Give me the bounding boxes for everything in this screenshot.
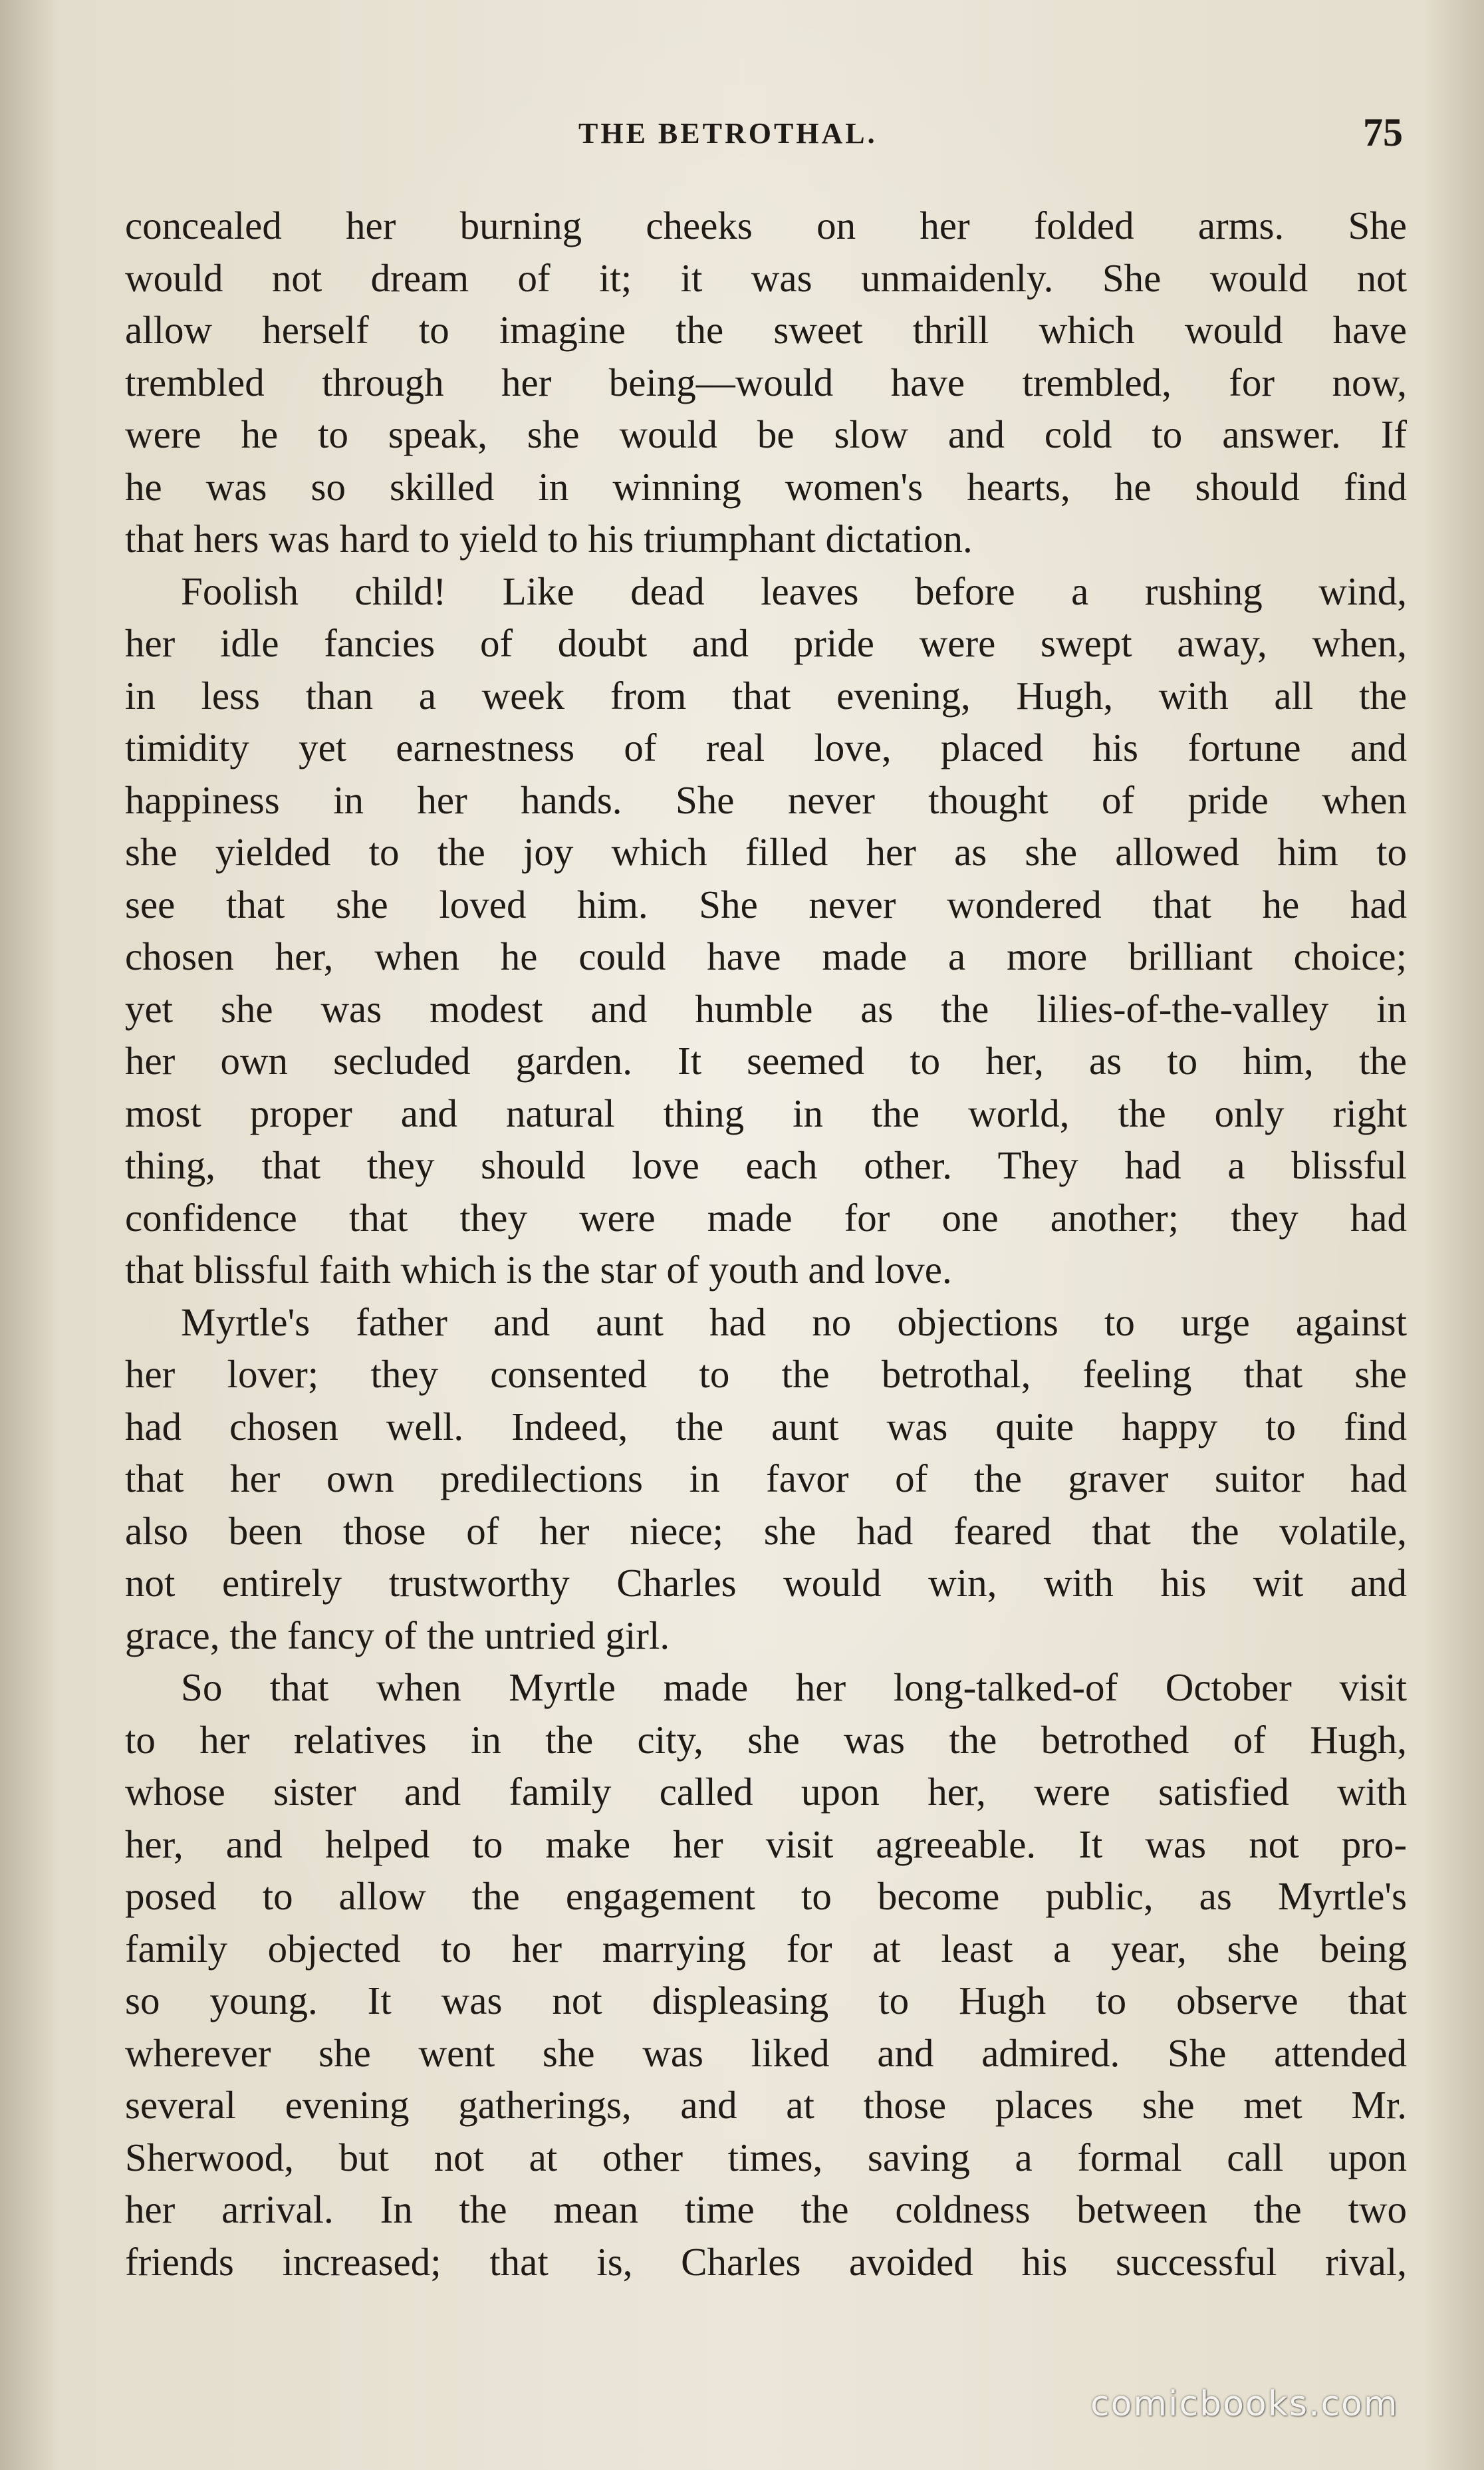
text-line: her own secluded garden. It seemed to her, as to him, the xyxy=(125,1039,1407,1083)
text-line: were he to speak, she would be slow and cold to answer. If xyxy=(125,412,1407,456)
text-line: happiness in her hands. She never thought of pride when xyxy=(125,777,1407,822)
text-line: so young. It was not displeasing to Hugh to observe that xyxy=(125,1979,1407,2022)
text-line: family objected to her marrying for at least a year, she being xyxy=(125,1926,1407,1971)
text-line: to her relatives in the city, she was the betrothed of Hugh, xyxy=(125,1717,1407,1762)
text-line: chosen her, when he could have made a more brilliant choice; xyxy=(125,934,1407,978)
text-line: timidity yet earnestness of real love, placed his fortune and xyxy=(125,726,1407,769)
text-line: that her own predilections in favor of the graver suitor had xyxy=(125,1456,1407,1500)
text-line: wherever she went she was liked and admired. She attended xyxy=(125,2030,1407,2075)
text-line: Foolish child! Like dead leaves before a rushing wind, xyxy=(181,569,1407,613)
text-line: So that when Myrtle made her long-talked-of October visit xyxy=(181,1665,1407,1709)
text-line: thing, that they should love each other. They had a blissful xyxy=(125,1143,1407,1187)
text-line: that hers was hard to yield to his triumphant dictation. xyxy=(125,517,973,561)
text-line: her, and helped to make her visit agreeable. It was not pro- xyxy=(125,1822,1407,1866)
text-line: grace, the fancy of the untried girl. xyxy=(125,1613,670,1657)
text-line: not entirely trustworthy Charles would win, with his wit and xyxy=(125,1561,1407,1605)
watermark: comicbooks.com xyxy=(1090,2384,1399,2424)
text-line: whose sister and family called upon her, were satisfied with xyxy=(125,1770,1407,1814)
text-line: she yielded to the joy which filled her as she allowed him to xyxy=(125,830,1407,874)
text-line: would not dream of it; it was unmaidenly. She would not xyxy=(125,255,1407,300)
body-text xyxy=(125,200,1407,2288)
text-line: yet she was modest and humble as the lilies-of-the-valley in xyxy=(125,986,1407,1031)
text-line: trembled through her being—would have trembled, for now, xyxy=(125,360,1407,404)
text-line: concealed her burning cheeks on her folded arms. She xyxy=(125,204,1407,247)
text-line: posed to allow the engagement to become public, as Myrtle's xyxy=(125,1874,1407,1918)
text-line: Sherwood, but not at other times, saving a formal call upon xyxy=(125,2135,1407,2179)
text-line: friends increased; that is, Charles avoided his successful rival, xyxy=(125,2239,1407,2284)
text-line: that blissful faith which is the star of youth and love. xyxy=(125,1248,952,1292)
page-number: 75 xyxy=(1363,110,1403,154)
text-line: her idle fancies of doubt and pride were swept away, when, xyxy=(125,621,1407,665)
text-line: confidence that they were made for one another; they had xyxy=(125,1195,1407,1240)
text-line: see that she loved him. She never wondered that he had xyxy=(125,882,1407,926)
text-line: he was so skilled in winning women's hearts, he should find xyxy=(125,464,1407,509)
running-head xyxy=(0,110,1484,156)
text-line: Myrtle's father and aunt had no objections to urge against xyxy=(181,1300,1407,1344)
running-title: THE BETROTHAL. xyxy=(578,117,878,150)
text-line: her arrival. In the mean time the coldness between the two xyxy=(125,2187,1407,2231)
text-line: also been those of her niece; she had feared that the volatile, xyxy=(125,1508,1407,1553)
text-line: allow herself to imagine the sweet thrill which would have xyxy=(125,308,1407,352)
text-line: had chosen well. Indeed, the aunt was quite happy to find xyxy=(125,1404,1407,1448)
text-line: several evening gatherings, and at those places she met Mr. xyxy=(125,2083,1407,2127)
text-line: her lover; they consented to the betrothal, feeling that she xyxy=(125,1352,1407,1396)
text-line: in less than a week from that evening, Hugh, with all the xyxy=(125,673,1407,718)
text-line: most proper and natural thing in the world, the only right xyxy=(125,1091,1407,1135)
